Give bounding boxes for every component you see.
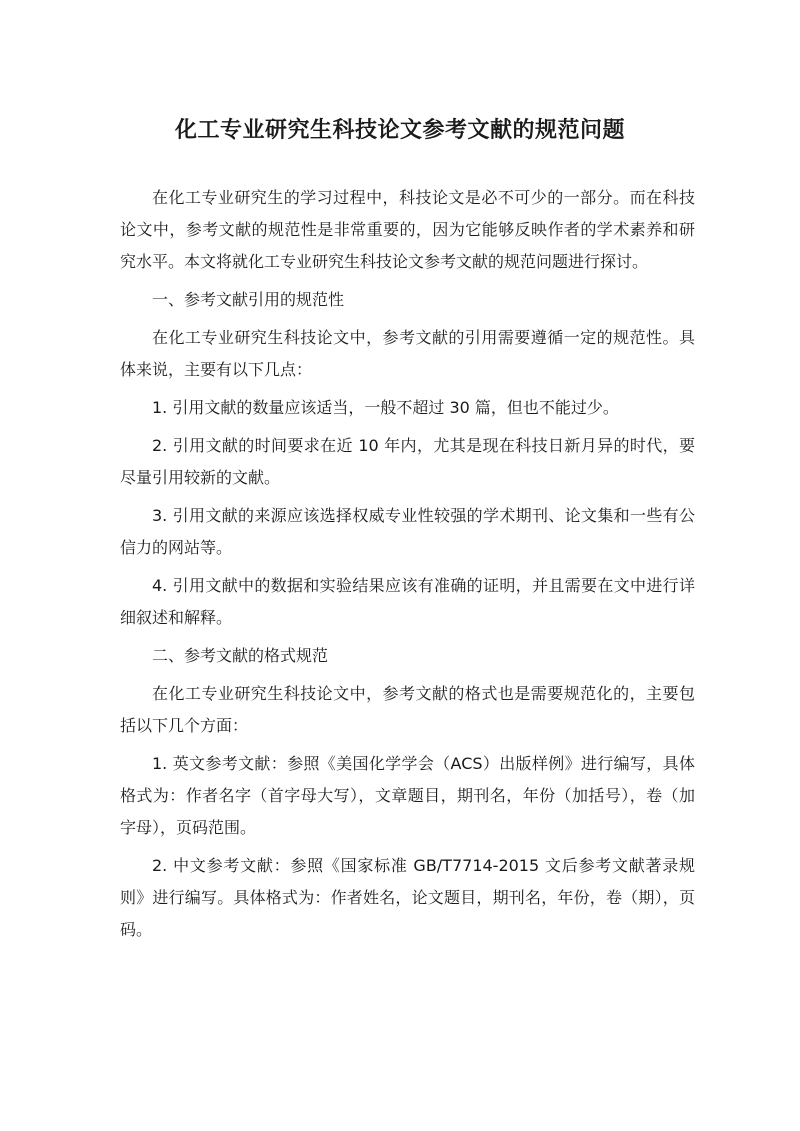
document-title: 化工专业研究生科技论文参考文献的规范问题: [174, 118, 625, 143]
citation-item-3: 3. 引用文献的来源应该选择权威专业性较强的学术期刊、论文集和一些有公信力的网站等。: [120, 506, 695, 557]
citation-item-2: 2. 引用文献的时间要求在近 10 年内，尤其是现在科技日新月异的时代，要尽量引用较新的文献。: [120, 436, 695, 487]
intro-paragraph: 在化工专业研究生的学习过程中，科技论文是必不可少的一部分。而在科技论文中，参考文献的规范性是非常重要的，因为它能够反映作者的学术素养和研究水平。本文将就化工专业研究生科技论文参考文献的规范问题进行探讨。: [120, 188, 695, 271]
section-heading-citation: 一、参考文献引用的规范性: [152, 290, 345, 309]
format-item-1: 1. 英文参考文献：参照《美国化学学会（ACS）出版样例》进行编写，具体格式为：作者名字（首字母大写），文章题目，期刊名，年份（加括号），卷（加字母），页码范围。: [120, 754, 695, 837]
citation-intro-paragraph: 在化工专业研究生科技论文中，参考文献的引用需要遵循一定的规范性。具体来说，主要有以下几点：: [120, 328, 695, 379]
document-body: [120, 182, 695, 952]
citation-item-1: 1. 引用文献的数量应该适当，一般不超过 30 篇，但也不能过少。: [152, 398, 619, 417]
section-heading-format: 二、参考文献的格式规范: [152, 646, 329, 665]
format-item-2: 2. 中文参考文献：参照《国家标准 GB/T7714-2015 文后参考文献著录规则》进行编写。具体格式为：作者姓名，论文题目，期刊名，年份，卷（期），页码。: [120, 856, 695, 939]
format-intro-paragraph: 在化工专业研究生科技论文中，参考文献的格式也是需要规范化的，主要包括以下几个方面：: [120, 684, 695, 735]
citation-item-4: 4. 引用文献中的数据和实验结果应该有准确的证明，并且需要在文中进行详细叙述和解释。: [120, 576, 695, 627]
